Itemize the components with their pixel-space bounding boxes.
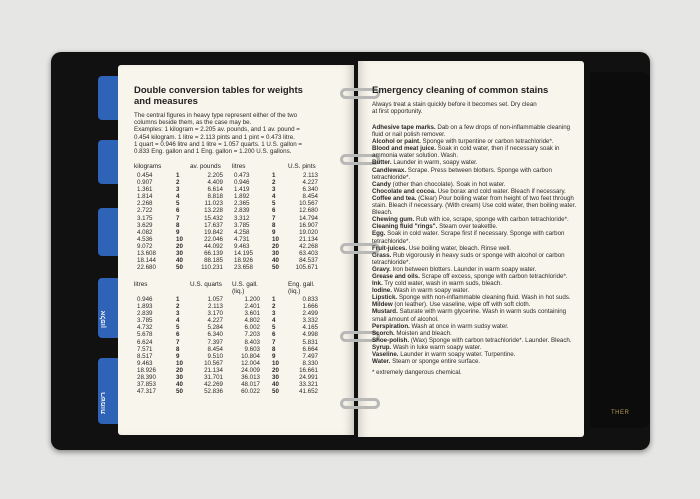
table-cell: 11.023 bbox=[204, 200, 223, 208]
stain-instructions: Steam or sponge entire surface. bbox=[390, 358, 481, 366]
table-cell: 4.082 bbox=[137, 228, 153, 236]
table-cell: 9.603 bbox=[244, 345, 260, 353]
table-cell: 20 bbox=[176, 366, 183, 374]
stain-name: Shoe-polish. bbox=[372, 336, 410, 344]
table-cell: 41.652 bbox=[299, 388, 318, 396]
table-cell: 9.072 bbox=[137, 242, 153, 250]
tab-label: אלפון bbox=[100, 310, 107, 328]
table-cell: 6.664 bbox=[302, 345, 318, 353]
table-cell: 2.722 bbox=[137, 207, 153, 215]
table-cell: 2.365 bbox=[234, 200, 250, 208]
table2-col-us-gall bbox=[234, 296, 260, 395]
table-cell: 66.139 bbox=[204, 250, 223, 258]
table-cell: 4.802 bbox=[244, 317, 260, 325]
table1-col-us-pints bbox=[292, 172, 318, 271]
stain-instructions: Steam over teakettle. bbox=[437, 223, 498, 231]
table-cell: 7.497 bbox=[302, 352, 318, 360]
index-tab[interactable] bbox=[98, 76, 120, 120]
stain-instructions: Rub with ice, scrape, sponge with carbon tetrachloride*. bbox=[414, 216, 569, 224]
stain-name: Grass. bbox=[372, 251, 392, 259]
intro-line: columns beside them, as the case may be. bbox=[134, 119, 252, 127]
stain-name: Candy bbox=[372, 180, 391, 188]
table-cell: 16.661 bbox=[299, 366, 318, 374]
table-cell: 7.203 bbox=[244, 331, 260, 339]
table-cell: 1 bbox=[176, 172, 180, 179]
table-cell: 17.637 bbox=[204, 221, 223, 229]
table-cell: 1.200 bbox=[244, 296, 260, 303]
table-cell: 6 bbox=[176, 207, 180, 215]
table-cell: 6.340 bbox=[207, 331, 223, 339]
stain-entry bbox=[372, 344, 578, 351]
stain-instructions: (other than chocolate). Soak in hot water. bbox=[390, 180, 506, 188]
table-cell: 8 bbox=[176, 221, 180, 229]
table-cell: 1 bbox=[272, 172, 276, 179]
table2-col-litres bbox=[137, 296, 156, 395]
table-cell: 5.831 bbox=[302, 338, 318, 346]
table-cell: 30 bbox=[176, 250, 183, 258]
table-cell: 1.814 bbox=[137, 193, 153, 201]
table-cell: 24.991 bbox=[299, 374, 318, 382]
stain-entry bbox=[372, 159, 578, 166]
table-cell: 22.680 bbox=[137, 264, 156, 272]
table-cell: 3.629 bbox=[137, 221, 153, 229]
stain-entry bbox=[372, 230, 578, 244]
table-cell: 4.227 bbox=[207, 317, 223, 325]
stain-instructions: Wash in warm soapy water. bbox=[391, 287, 470, 295]
table1-col-kilograms bbox=[137, 172, 156, 271]
table-cell: 8.454 bbox=[207, 345, 223, 353]
table-cell: 3.601 bbox=[244, 310, 260, 318]
stain-instructions: (Clear) Pour boiling water from height of two feet through stain. Bleach if necessary. (With cream) Use cold water, then boiling water. Bleach. bbox=[372, 194, 577, 217]
table-cell: 4.165 bbox=[302, 324, 318, 332]
table-cell: 3 bbox=[272, 310, 276, 318]
table-cell: 8.818 bbox=[207, 193, 223, 201]
stain-instructions: (Wax) Sponge with carbon tetrachloride*. Launder. Bleach. bbox=[409, 336, 572, 344]
table-cell: 7 bbox=[272, 214, 276, 222]
table-cell: 42.269 bbox=[204, 381, 223, 389]
table-cell: 7.571 bbox=[137, 345, 153, 353]
table-cell: 36.013 bbox=[241, 374, 260, 382]
stain-instructions: Use boiling water, bleach. Rinse well. bbox=[407, 244, 511, 252]
table-cell: 44.092 bbox=[204, 242, 223, 250]
table-cell: 20 bbox=[272, 242, 279, 250]
table-cell: 12.004 bbox=[241, 359, 260, 367]
table-cell: 21.134 bbox=[299, 235, 318, 243]
table2-header-eng-gall: Eng. gall. bbox=[288, 281, 315, 288]
table-cell: 6.624 bbox=[137, 338, 153, 346]
table-cell: 47.317 bbox=[137, 388, 156, 396]
stain-name: Grease and oils. bbox=[372, 272, 420, 280]
table-cell: 4.409 bbox=[207, 179, 223, 187]
table-cell: 3.175 bbox=[137, 214, 153, 222]
table-cell: 10.567 bbox=[299, 200, 318, 208]
table-cell: 4.731 bbox=[234, 235, 250, 243]
table-cell: 0.833 bbox=[302, 296, 318, 303]
stain-name: Egg. bbox=[372, 230, 386, 238]
stain-instructions: Sponge with non-inflammable cleaning fluid. Wash in hot suds. bbox=[397, 294, 571, 302]
stain-instructions: Sponge with turpentine or carbon tetrachloride*. bbox=[420, 138, 554, 146]
stain-instructions: Launder in warm, soapy water. bbox=[391, 159, 478, 167]
stain-name: Butter. bbox=[372, 159, 392, 167]
table-cell: 9.463 bbox=[137, 359, 153, 367]
table-cell: 24.009 bbox=[241, 366, 260, 374]
table-cell: 0.473 bbox=[234, 172, 250, 179]
table-cell: 52.836 bbox=[204, 388, 223, 396]
table-cell: 19.020 bbox=[299, 228, 318, 236]
stain-instructions: Use borax and cold water. Bleach if necessary. bbox=[435, 187, 566, 195]
table-cell: 5.284 bbox=[207, 324, 223, 332]
stain-entry bbox=[372, 216, 578, 223]
table1-header-av-pounds: av. pounds bbox=[190, 163, 221, 170]
table-cell: 3.785 bbox=[137, 317, 153, 325]
stain-name: Alcohol or paint. bbox=[372, 138, 421, 146]
stains-intro bbox=[372, 101, 580, 115]
table-cell: 8 bbox=[272, 345, 276, 353]
table-cell: 30 bbox=[272, 250, 279, 258]
table-cell: 8.517 bbox=[137, 352, 153, 360]
table-cell: 42.268 bbox=[299, 242, 318, 250]
table-cell: 5 bbox=[176, 200, 180, 208]
stain-name: Iodine. bbox=[372, 287, 392, 295]
table2-col-eng-gall bbox=[292, 296, 318, 395]
table-cell: 9.510 bbox=[207, 352, 223, 360]
table-cell: 84.537 bbox=[299, 257, 318, 265]
table-cell: 3.785 bbox=[234, 221, 250, 229]
stain-name: Mustard. bbox=[372, 308, 398, 316]
conversion-intro bbox=[134, 112, 349, 155]
stain-entry bbox=[372, 273, 578, 280]
table-cell: 2.839 bbox=[137, 310, 153, 318]
stain-name: Vaseline. bbox=[372, 351, 399, 358]
table-cell: 1.892 bbox=[234, 193, 250, 201]
table-cell: 3 bbox=[272, 186, 276, 194]
table-cell: 3.312 bbox=[234, 214, 250, 222]
table-cell: 63.403 bbox=[299, 250, 318, 258]
table-cell: 10 bbox=[272, 359, 279, 367]
index-tab[interactable] bbox=[98, 208, 120, 256]
stain-name: Perspiration. bbox=[372, 322, 410, 330]
table-cell: 9 bbox=[272, 228, 276, 236]
table-cell: 14.794 bbox=[299, 214, 318, 222]
table-cell: 8 bbox=[272, 221, 276, 229]
table-cell: 21.134 bbox=[204, 366, 223, 374]
stain-entry bbox=[372, 330, 578, 337]
table-cell: 40 bbox=[272, 257, 279, 265]
table2-header-eng-gall-liq: (liq.) bbox=[288, 288, 301, 295]
table-cell: 8.403 bbox=[244, 338, 260, 346]
stain-instructions: (on leather). Use vaseline, wipe off with soft cloth. bbox=[392, 301, 531, 309]
table-cell: 1 bbox=[176, 296, 180, 303]
stain-entry bbox=[372, 266, 578, 273]
table-cell: 6 bbox=[272, 207, 276, 215]
stain-name: Fruit-juices. bbox=[372, 244, 408, 252]
table-cell: 13.608 bbox=[137, 250, 156, 258]
table2-header-us-quarts: U.S. quarts bbox=[190, 281, 222, 288]
table-cell: 4.227 bbox=[302, 179, 318, 187]
table-cell: 20 bbox=[176, 242, 183, 250]
stain-instructions: Try cold water, wash in warm suds, bleach. bbox=[382, 280, 503, 288]
stain-entry bbox=[372, 245, 578, 252]
stain-name: Cleaning fluid "rings". bbox=[372, 223, 438, 231]
table-cell: 5 bbox=[176, 324, 180, 332]
table-cell: 0.946 bbox=[137, 296, 153, 303]
table-cell: 18.926 bbox=[234, 257, 253, 265]
table-cell: 3.332 bbox=[302, 317, 318, 325]
table-cell: 9.463 bbox=[234, 242, 250, 250]
table-cell: 2.268 bbox=[137, 200, 153, 208]
table-cell: 50 bbox=[176, 264, 183, 272]
stain-name: Water. bbox=[372, 358, 391, 366]
conversion-title: Double conversion tables for weights and measures bbox=[134, 85, 303, 107]
table-cell: 50 bbox=[176, 388, 183, 396]
stain-name: Ink. bbox=[372, 280, 383, 288]
intro-line: 0.454 kilogram. 1 litre = 2.113 pints and 1 pint = 0.473 litre. bbox=[134, 133, 295, 141]
stain-instructions: Scrape. Press between blotters. Sponge with carbon tetrachloride*. bbox=[372, 166, 552, 181]
stain-name: Gravy. bbox=[372, 265, 391, 273]
table-cell: 23.658 bbox=[234, 264, 253, 272]
table-cell: 10 bbox=[272, 235, 279, 243]
table-cell: 13.228 bbox=[204, 207, 223, 215]
table-cell: 0.454 bbox=[137, 172, 153, 179]
table-cell: 10 bbox=[176, 359, 183, 367]
table-cell: 8.330 bbox=[302, 359, 318, 367]
intro-line: The central figures in heavy type represent either of the two bbox=[134, 112, 298, 119]
table-cell: 22.046 bbox=[204, 235, 223, 243]
table-cell: 3 bbox=[176, 310, 180, 318]
table-cell: 18.144 bbox=[137, 257, 156, 265]
table-cell: 50 bbox=[272, 264, 279, 272]
table2-col-center1 bbox=[176, 296, 183, 395]
stain-entry bbox=[372, 337, 578, 344]
intro-line: 0.833 Eng. gallon and 1 Eng. gallon = 1.200 U.S. gallons. bbox=[134, 148, 292, 156]
table1-header-kilograms: kilograms bbox=[134, 163, 162, 170]
stain-entry bbox=[372, 294, 578, 301]
table-cell: 1.057 bbox=[207, 296, 223, 303]
table-cell: 16.907 bbox=[299, 221, 318, 229]
table-cell: 6 bbox=[272, 331, 276, 339]
table-cell: 18.926 bbox=[137, 366, 156, 374]
stain-instructions: Soak in cold water. Scrape first if necessary. Sponge with carbon tetrachloride*. bbox=[372, 230, 565, 245]
table-cell: 40 bbox=[176, 381, 183, 389]
stain-entry bbox=[372, 138, 578, 145]
table-cell: 5.678 bbox=[137, 331, 153, 339]
tab-label: רשמות bbox=[100, 392, 107, 414]
stain-entry bbox=[372, 124, 578, 138]
table2-col-center2 bbox=[272, 296, 279, 395]
table-cell: 8 bbox=[176, 345, 180, 353]
table-cell: 30 bbox=[272, 374, 279, 382]
index-tab-notes[interactable] bbox=[98, 358, 120, 424]
table-cell: 4 bbox=[272, 317, 276, 325]
table-cell: 4.732 bbox=[137, 324, 153, 332]
stain-name: Adhesive tape marks. bbox=[372, 124, 436, 131]
table-cell: 2 bbox=[272, 179, 276, 187]
stain-entry bbox=[372, 301, 578, 308]
table-cell: 2 bbox=[176, 179, 180, 187]
table-cell: 6.614 bbox=[207, 186, 223, 194]
table-cell: 4.998 bbox=[302, 331, 318, 339]
stain-entry bbox=[372, 195, 578, 216]
table-cell: 40 bbox=[176, 257, 183, 265]
table-cell: 8.454 bbox=[302, 193, 318, 201]
table-cell: 2.113 bbox=[302, 172, 318, 179]
footnote: * extremely dangerous chemical. bbox=[372, 369, 462, 377]
stain-entry bbox=[372, 252, 578, 266]
table-cell: 15.432 bbox=[204, 214, 223, 222]
table-cell: 0.946 bbox=[234, 179, 250, 187]
stain-instructions: Moisten and bleach. bbox=[394, 329, 452, 337]
stains-list bbox=[372, 124, 578, 376]
table-cell: 7 bbox=[272, 338, 276, 346]
stains-title: Emergency cleaning of common stains bbox=[372, 85, 549, 96]
stain-entry bbox=[372, 280, 578, 287]
table-cell: 40 bbox=[272, 381, 279, 389]
table2-header-litres: litres bbox=[134, 281, 148, 288]
stain-entry bbox=[372, 323, 578, 330]
table-cell: 48.017 bbox=[241, 381, 260, 389]
table-cell: 4 bbox=[272, 193, 276, 201]
table-cell: 20 bbox=[272, 366, 279, 374]
stain-name: Syrup. bbox=[372, 343, 392, 351]
intro-line: at first opportunity. bbox=[372, 108, 423, 116]
table-cell: 10 bbox=[176, 235, 183, 243]
stain-entry bbox=[372, 181, 578, 188]
stain-entry bbox=[372, 358, 578, 365]
conversion-table-2 bbox=[134, 296, 344, 396]
table-cell: 50 bbox=[272, 388, 279, 396]
table-cell: 3 bbox=[176, 186, 180, 194]
table-cell: 7 bbox=[176, 338, 180, 346]
table1-header-litres: litres bbox=[232, 163, 246, 170]
table-cell: 6.002 bbox=[244, 324, 260, 332]
table-cell: 5 bbox=[272, 324, 276, 332]
stain-instructions: Iron between blotters. Launder in warm soapy water. bbox=[390, 265, 537, 273]
stain-name: Chocolate and cocoa. bbox=[372, 187, 436, 195]
stain-name: Scorch. bbox=[372, 329, 395, 337]
binder-ring bbox=[340, 398, 380, 409]
table-cell: 19.842 bbox=[204, 228, 223, 236]
index-tab-contacts[interactable] bbox=[98, 278, 120, 338]
table-cell: 2 bbox=[176, 303, 180, 311]
table-cell: 1.666 bbox=[302, 303, 318, 311]
table2-header-us-gall-liq: (liq.) bbox=[232, 288, 245, 295]
table1-col-litres bbox=[234, 172, 253, 271]
stain-entry bbox=[372, 188, 578, 195]
table-cell: 1.419 bbox=[234, 186, 250, 194]
table-cell: 14.195 bbox=[234, 250, 253, 258]
table-cell: 10.567 bbox=[204, 359, 223, 367]
stain-name: Coffee and tea. bbox=[372, 194, 417, 202]
table-cell: 5 bbox=[272, 200, 276, 208]
table-cell: 9 bbox=[272, 352, 276, 360]
table-cell: 60.022 bbox=[241, 388, 260, 396]
table-cell: 2 bbox=[272, 303, 276, 311]
table1-col-center1 bbox=[176, 172, 183, 271]
table-cell: 1.893 bbox=[137, 303, 153, 311]
table-cell: 2.113 bbox=[207, 303, 223, 311]
table-cell: 2.839 bbox=[234, 207, 250, 215]
table-cell: 2.205 bbox=[207, 172, 223, 179]
stain-instructions: Dab on a few drops of non-inflammable cleaning fluid or nail polish remover. bbox=[372, 124, 571, 139]
stain-instructions: Wash in luke warm soapy water. bbox=[391, 343, 482, 351]
table-cell: 31.701 bbox=[204, 374, 223, 382]
table-cell: 2.401 bbox=[244, 303, 260, 311]
table-cell: 88.185 bbox=[204, 257, 223, 265]
table2-col-us-quarts bbox=[196, 296, 223, 395]
stain-entry bbox=[372, 145, 578, 159]
table-cell: 6 bbox=[176, 331, 180, 339]
stain-name: Blood and meat juice. bbox=[372, 145, 436, 153]
table-cell: 9 bbox=[176, 228, 180, 236]
stain-entry bbox=[372, 351, 578, 358]
table-cell: 4 bbox=[176, 193, 180, 201]
table-cell: 9 bbox=[176, 352, 180, 360]
stain-instructions: Rub vigorously in heavy suds or sponge with alcohol or carbon tetrachloride*. bbox=[372, 251, 565, 266]
stain-instructions: Scrape off excess, sponge with carbon tetrachloride*. bbox=[419, 272, 568, 280]
table2-header-us-gall: U.S. gall. bbox=[232, 281, 258, 288]
stain-instructions: Wash at once in warm sudsy water. bbox=[409, 322, 509, 330]
table-cell: 105.671 bbox=[295, 264, 318, 272]
stain-instructions: Saturate with warm glycerine. Wash in warm suds containing small amount of alcohol. bbox=[372, 308, 567, 323]
stain-entry bbox=[372, 308, 578, 322]
table-cell: 7 bbox=[176, 214, 180, 222]
table-cell: 110.231 bbox=[201, 264, 223, 272]
table-cell: 4.536 bbox=[137, 235, 153, 243]
table1-col-av-pounds bbox=[196, 172, 223, 271]
table-cell: 37.853 bbox=[137, 381, 156, 389]
conversion-table-1 bbox=[134, 172, 344, 272]
stain-name: Chewing gum. bbox=[372, 216, 415, 224]
table-cell: 10.804 bbox=[241, 352, 260, 360]
stain-name: Mildew bbox=[372, 301, 393, 309]
table-cell: 0.907 bbox=[137, 179, 153, 187]
intro-line: Always treat a stain quickly before it becomes set. Dry clean bbox=[372, 101, 537, 108]
intro-line: Examples: 1 kilogram = 2.205 av. pounds, and 1 av. pound = bbox=[134, 126, 300, 134]
stain-instructions: Launder in warm soapy water. Turpentine. bbox=[398, 351, 516, 358]
brand-imprint: THER bbox=[611, 410, 630, 416]
table-cell: 30 bbox=[176, 374, 183, 382]
stain-entry bbox=[372, 287, 578, 294]
planner-back-cover bbox=[590, 72, 650, 428]
index-tab[interactable] bbox=[98, 140, 120, 184]
table-cell: 4.258 bbox=[234, 228, 250, 236]
intro-line: 1 quart = 0.946 litre and 1 litre = 1.057 quarts. 1 U.S. gallon = bbox=[134, 140, 303, 148]
table-cell: 33.321 bbox=[299, 381, 318, 389]
table-cell: 2.499 bbox=[302, 310, 318, 318]
stain-entry bbox=[372, 223, 578, 230]
table-cell: 12.680 bbox=[299, 207, 318, 215]
table-cell: 3.170 bbox=[207, 310, 223, 318]
stain-name: Candlewax. bbox=[372, 166, 407, 174]
table1-col-center2 bbox=[272, 172, 279, 271]
table-cell: 4 bbox=[176, 317, 180, 325]
stain-entry bbox=[372, 167, 578, 181]
stain-instructions: Soak in cold water, then if necessary soak in ammonia water solution. Wash. bbox=[372, 145, 560, 160]
stain-name: Lipstick. bbox=[372, 294, 398, 302]
table-cell: 1 bbox=[272, 296, 276, 303]
index-tabs bbox=[98, 68, 120, 430]
table-cell: 7.397 bbox=[207, 338, 223, 346]
table-cell: 28.390 bbox=[137, 374, 156, 382]
table-cell: 6.340 bbox=[302, 186, 318, 194]
table-cell: 1.361 bbox=[137, 186, 153, 194]
table1-header-us-pints: U.S. pints bbox=[288, 163, 316, 170]
